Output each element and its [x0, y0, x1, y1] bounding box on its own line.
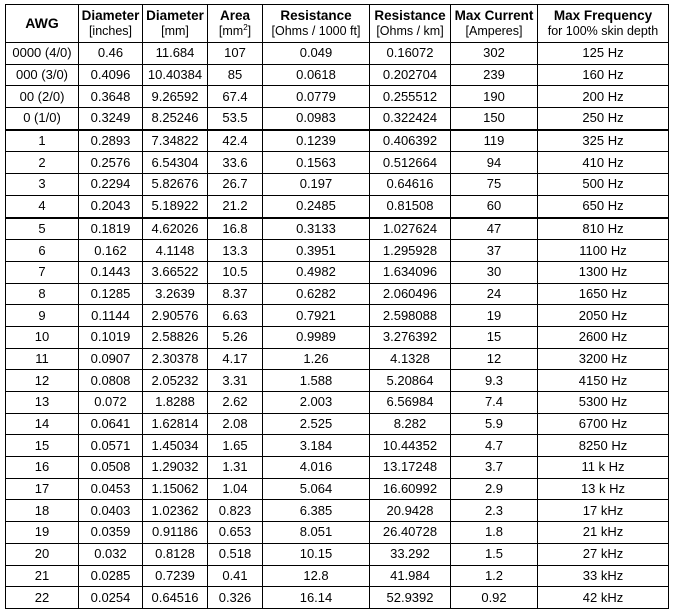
table-row [6, 305, 669, 327]
header-unit-post: ] [247, 24, 252, 38]
cell-diameter-mm: 5.82676 [143, 174, 208, 196]
cell-resistance-km: 3.276392 [370, 326, 451, 348]
cell-resistance-ft: 0.6282 [263, 283, 370, 305]
cell-max-frequency: 5300 Hz [538, 392, 669, 414]
cell-diameter-inches: 0.2294 [79, 174, 143, 196]
table-row [6, 108, 669, 130]
cell-awg: 13 [6, 392, 79, 414]
cell-diameter-mm: 0.91186 [143, 522, 208, 544]
table-row [6, 587, 669, 609]
cell-awg: 7 [6, 261, 79, 283]
cell-max-frequency: 410 Hz [538, 152, 669, 174]
header-diameter-mm [143, 5, 208, 43]
cell-resistance-km: 0.64616 [370, 174, 451, 196]
header-title: Max Current [454, 8, 534, 23]
cell-resistance-km: 4.1328 [370, 348, 451, 370]
cell-awg: 16 [6, 457, 79, 479]
cell-diameter-mm: 0.64516 [143, 587, 208, 609]
cell-diameter-inches: 0.1144 [79, 305, 143, 327]
table-row [6, 218, 669, 240]
cell-awg: 000 (3/0) [6, 64, 79, 86]
table-row [6, 152, 669, 174]
cell-resistance-km: 1.295928 [370, 240, 451, 262]
cell-awg: 20 [6, 543, 79, 565]
header-resistance-ft [263, 5, 370, 43]
cell-resistance-km: 1.634096 [370, 261, 451, 283]
cell-diameter-inches: 0.4096 [79, 64, 143, 86]
cell-diameter-mm: 3.66522 [143, 261, 208, 283]
cell-max-current: 150 [451, 108, 538, 130]
cell-resistance-km: 0.81508 [370, 195, 451, 217]
cell-max-frequency: 200 Hz [538, 86, 669, 108]
header-title: Diameter [146, 8, 204, 23]
cell-awg: 12 [6, 370, 79, 392]
table-body [6, 43, 669, 609]
cell-resistance-km: 41.984 [370, 565, 451, 587]
header-max-current [451, 5, 538, 43]
cell-diameter-mm: 1.15062 [143, 478, 208, 500]
cell-area: 1.65 [208, 435, 263, 457]
cell-diameter-mm: 4.1148 [143, 240, 208, 262]
cell-diameter-mm: 2.30378 [143, 348, 208, 370]
cell-diameter-inches: 0.072 [79, 392, 143, 414]
header-unit-pre: [mm [218, 24, 244, 38]
cell-resistance-km: 0.322424 [370, 108, 451, 130]
cell-area: 0.653 [208, 522, 263, 544]
cell-max-current: 9.3 [451, 370, 538, 392]
cell-max-current: 1.8 [451, 522, 538, 544]
cell-area: 16.8 [208, 218, 263, 240]
cell-awg: 8 [6, 283, 79, 305]
header-resistance-km [370, 5, 451, 43]
cell-resistance-km: 33.292 [370, 543, 451, 565]
table-row [6, 283, 669, 305]
cell-max-current: 1.2 [451, 565, 538, 587]
cell-resistance-km: 20.9428 [370, 500, 451, 522]
cell-awg: 0000 (4/0) [6, 43, 79, 65]
cell-diameter-inches: 0.1819 [79, 218, 143, 240]
header-title: Max Frequency [553, 8, 653, 23]
table-row [6, 195, 669, 217]
table-row [6, 86, 669, 108]
cell-diameter-inches: 0.0571 [79, 435, 143, 457]
cell-diameter-inches: 0.0508 [79, 457, 143, 479]
cell-resistance-ft: 4.016 [263, 457, 370, 479]
cell-resistance-km: 0.202704 [370, 64, 451, 86]
header-awg-title: AWG [25, 14, 59, 31]
table-row [6, 392, 669, 414]
cell-max-current: 4.7 [451, 435, 538, 457]
header-area [208, 5, 263, 43]
cell-max-current: 190 [451, 86, 538, 108]
cell-area: 53.5 [208, 108, 263, 130]
cell-awg: 18 [6, 500, 79, 522]
cell-max-frequency: 13 k Hz [538, 478, 669, 500]
cell-diameter-inches: 0.0254 [79, 587, 143, 609]
cell-max-current: 75 [451, 174, 538, 196]
cell-awg: 22 [6, 587, 79, 609]
cell-resistance-km: 2.060496 [370, 283, 451, 305]
cell-resistance-km: 26.40728 [370, 522, 451, 544]
cell-resistance-ft: 0.0983 [263, 108, 370, 130]
cell-diameter-mm: 1.29032 [143, 457, 208, 479]
cell-diameter-mm: 2.90576 [143, 305, 208, 327]
cell-resistance-km: 0.406392 [370, 130, 451, 152]
cell-diameter-inches: 0.1285 [79, 283, 143, 305]
cell-max-current: 37 [451, 240, 538, 262]
cell-resistance-km: 10.44352 [370, 435, 451, 457]
cell-max-frequency: 2050 Hz [538, 305, 669, 327]
cell-area: 3.31 [208, 370, 263, 392]
cell-diameter-mm: 6.54304 [143, 152, 208, 174]
cell-area: 0.518 [208, 543, 263, 565]
header-unit [208, 24, 262, 39]
cell-max-current: 12 [451, 348, 538, 370]
cell-diameter-mm: 8.25246 [143, 108, 208, 130]
cell-resistance-ft: 0.9989 [263, 326, 370, 348]
cell-resistance-ft: 1.26 [263, 348, 370, 370]
table-row [6, 130, 669, 152]
cell-resistance-ft: 0.4982 [263, 261, 370, 283]
header-unit: [mm] [161, 24, 189, 38]
cell-diameter-mm: 1.62814 [143, 413, 208, 435]
cell-max-frequency: 125 Hz [538, 43, 669, 65]
header-unit: [Amperes] [465, 24, 523, 38]
cell-resistance-km: 1.027624 [370, 218, 451, 240]
cell-max-frequency: 250 Hz [538, 108, 669, 130]
cell-awg: 15 [6, 435, 79, 457]
cell-awg: 14 [6, 413, 79, 435]
header-diameter-inches [79, 5, 143, 43]
cell-max-frequency: 325 Hz [538, 130, 669, 152]
cell-area: 8.37 [208, 283, 263, 305]
cell-resistance-ft: 10.15 [263, 543, 370, 565]
cell-resistance-ft: 0.3133 [263, 218, 370, 240]
cell-max-current: 60 [451, 195, 538, 217]
cell-diameter-inches: 0.162 [79, 240, 143, 262]
cell-max-frequency: 42 kHz [538, 587, 669, 609]
cell-diameter-inches: 0.46 [79, 43, 143, 65]
cell-resistance-km: 5.20864 [370, 370, 451, 392]
cell-diameter-mm: 2.58826 [143, 326, 208, 348]
cell-max-frequency: 27 kHz [538, 543, 669, 565]
cell-area: 0.326 [208, 587, 263, 609]
table-row [6, 261, 669, 283]
cell-max-frequency: 810 Hz [538, 218, 669, 240]
cell-max-frequency: 4150 Hz [538, 370, 669, 392]
table-row [6, 43, 669, 65]
table-row [6, 240, 669, 262]
cell-max-frequency: 17 kHz [538, 500, 669, 522]
cell-max-current: 30 [451, 261, 538, 283]
cell-area: 1.31 [208, 457, 263, 479]
cell-area: 33.6 [208, 152, 263, 174]
cell-diameter-inches: 0.0403 [79, 500, 143, 522]
cell-diameter-mm: 1.45034 [143, 435, 208, 457]
cell-max-frequency: 500 Hz [538, 174, 669, 196]
cell-resistance-ft: 16.14 [263, 587, 370, 609]
cell-diameter-mm: 0.7239 [143, 565, 208, 587]
cell-resistance-km: 0.255512 [370, 86, 451, 108]
cell-resistance-km: 16.60992 [370, 478, 451, 500]
cell-area: 0.41 [208, 565, 263, 587]
cell-max-frequency: 160 Hz [538, 64, 669, 86]
cell-resistance-ft: 8.051 [263, 522, 370, 544]
cell-max-current: 2.9 [451, 478, 538, 500]
header-title: Diameter [81, 8, 140, 23]
cell-resistance-km: 2.598088 [370, 305, 451, 327]
cell-awg: 6 [6, 240, 79, 262]
cell-max-frequency: 2600 Hz [538, 326, 669, 348]
cell-resistance-ft: 5.064 [263, 478, 370, 500]
cell-resistance-km: 0.512664 [370, 152, 451, 174]
cell-resistance-ft: 0.7921 [263, 305, 370, 327]
header-title: Resistance [374, 8, 446, 23]
cell-area: 4.17 [208, 348, 263, 370]
cell-diameter-inches: 0.2893 [79, 130, 143, 152]
cell-max-current: 1.5 [451, 543, 538, 565]
header-row [6, 5, 669, 43]
table-row [6, 435, 669, 457]
header-unit-superscript: 2 [243, 22, 248, 32]
cell-max-current: 24 [451, 283, 538, 305]
cell-area: 6.63 [208, 305, 263, 327]
awg-wire-table [5, 4, 669, 609]
cell-resistance-ft: 1.588 [263, 370, 370, 392]
cell-awg: 00 (2/0) [6, 86, 79, 108]
cell-max-current: 94 [451, 152, 538, 174]
cell-resistance-ft: 0.0779 [263, 86, 370, 108]
cell-resistance-ft: 0.2485 [263, 195, 370, 217]
header-max-frequency [538, 5, 669, 43]
cell-diameter-inches: 0.1443 [79, 261, 143, 283]
cell-area: 10.5 [208, 261, 263, 283]
table-row [6, 348, 669, 370]
table-row [6, 174, 669, 196]
cell-max-frequency: 1300 Hz [538, 261, 669, 283]
cell-area: 42.4 [208, 130, 263, 152]
cell-diameter-inches: 0.2576 [79, 152, 143, 174]
cell-awg: 19 [6, 522, 79, 544]
cell-resistance-ft: 0.049 [263, 43, 370, 65]
cell-max-current: 302 [451, 43, 538, 65]
cell-diameter-inches: 0.0453 [79, 478, 143, 500]
cell-area: 107 [208, 43, 263, 65]
cell-diameter-inches: 0.032 [79, 543, 143, 565]
cell-diameter-inches: 0.3249 [79, 108, 143, 130]
cell-max-current: 5.9 [451, 413, 538, 435]
cell-max-current: 7.4 [451, 392, 538, 414]
cell-diameter-mm: 7.34822 [143, 130, 208, 152]
cell-max-current: 3.7 [451, 457, 538, 479]
cell-diameter-inches: 0.3648 [79, 86, 143, 108]
cell-area: 13.3 [208, 240, 263, 262]
cell-area: 67.4 [208, 86, 263, 108]
cell-max-frequency: 3200 Hz [538, 348, 669, 370]
cell-max-frequency: 8250 Hz [538, 435, 669, 457]
cell-max-current: 15 [451, 326, 538, 348]
cell-diameter-inches: 0.0641 [79, 413, 143, 435]
cell-diameter-mm: 9.26592 [143, 86, 208, 108]
cell-awg: 3 [6, 174, 79, 196]
cell-resistance-km: 13.17248 [370, 457, 451, 479]
cell-diameter-mm: 1.8288 [143, 392, 208, 414]
cell-resistance-ft: 6.385 [263, 500, 370, 522]
cell-resistance-ft: 2.525 [263, 413, 370, 435]
cell-diameter-inches: 0.0907 [79, 348, 143, 370]
cell-resistance-km: 0.16072 [370, 43, 451, 65]
table-row [6, 478, 669, 500]
cell-max-current: 119 [451, 130, 538, 152]
cell-awg: 9 [6, 305, 79, 327]
cell-diameter-mm: 3.2639 [143, 283, 208, 305]
cell-diameter-mm: 5.18922 [143, 195, 208, 217]
header-unit: [inches] [88, 24, 133, 38]
cell-resistance-ft: 0.1563 [263, 152, 370, 174]
cell-diameter-inches: 0.0359 [79, 522, 143, 544]
cell-area: 85 [208, 64, 263, 86]
cell-diameter-inches: 0.2043 [79, 195, 143, 217]
cell-area: 21.2 [208, 195, 263, 217]
cell-resistance-km: 6.56984 [370, 392, 451, 414]
cell-diameter-inches: 0.0808 [79, 370, 143, 392]
cell-max-current: 239 [451, 64, 538, 86]
cell-diameter-mm: 10.40384 [143, 64, 208, 86]
cell-max-frequency: 11 k Hz [538, 457, 669, 479]
table-row [6, 326, 669, 348]
cell-diameter-mm: 2.05232 [143, 370, 208, 392]
cell-awg: 21 [6, 565, 79, 587]
header-title: Area [219, 8, 251, 23]
cell-area: 26.7 [208, 174, 263, 196]
cell-area: 1.04 [208, 478, 263, 500]
cell-awg: 5 [6, 218, 79, 240]
cell-max-frequency: 1100 Hz [538, 240, 669, 262]
cell-resistance-ft: 0.0618 [263, 64, 370, 86]
cell-awg: 4 [6, 195, 79, 217]
table-row [6, 457, 669, 479]
cell-max-current: 47 [451, 218, 538, 240]
cell-resistance-ft: 0.197 [263, 174, 370, 196]
table-row [6, 522, 669, 544]
cell-area: 0.823 [208, 500, 263, 522]
cell-max-frequency: 21 kHz [538, 522, 669, 544]
header-awg [6, 5, 79, 43]
cell-awg: 2 [6, 152, 79, 174]
cell-area: 2.08 [208, 413, 263, 435]
cell-max-frequency: 6700 Hz [538, 413, 669, 435]
cell-max-frequency: 650 Hz [538, 195, 669, 217]
cell-max-frequency: 33 kHz [538, 565, 669, 587]
cell-resistance-ft: 0.1239 [263, 130, 370, 152]
cell-max-current: 0.92 [451, 587, 538, 609]
header-unit: [Ohms / 1000 ft] [271, 24, 361, 38]
cell-awg: 0 (1/0) [6, 108, 79, 130]
header-title: Resistance [280, 8, 352, 23]
table-row [6, 500, 669, 522]
table-row [6, 543, 669, 565]
cell-resistance-ft: 2.003 [263, 392, 370, 414]
cell-diameter-inches: 0.1019 [79, 326, 143, 348]
cell-diameter-mm: 0.8128 [143, 543, 208, 565]
cell-diameter-mm: 11.684 [143, 43, 208, 65]
cell-max-frequency: 1650 Hz [538, 283, 669, 305]
cell-resistance-ft: 0.3951 [263, 240, 370, 262]
header-unit: [Ohms / km] [376, 24, 444, 38]
cell-diameter-mm: 1.02362 [143, 500, 208, 522]
cell-diameter-mm: 4.62026 [143, 218, 208, 240]
table-row [6, 413, 669, 435]
cell-area: 2.62 [208, 392, 263, 414]
cell-awg: 1 [6, 130, 79, 152]
cell-resistance-ft: 12.8 [263, 565, 370, 587]
table-row [6, 64, 669, 86]
cell-area: 5.26 [208, 326, 263, 348]
header-unit: for 100% skin depth [547, 24, 659, 38]
cell-resistance-ft: 3.184 [263, 435, 370, 457]
cell-resistance-km: 8.282 [370, 413, 451, 435]
cell-awg: 10 [6, 326, 79, 348]
cell-resistance-km: 52.9392 [370, 587, 451, 609]
cell-max-current: 19 [451, 305, 538, 327]
table-row [6, 370, 669, 392]
cell-max-current: 2.3 [451, 500, 538, 522]
table-row [6, 565, 669, 587]
cell-diameter-inches: 0.0285 [79, 565, 143, 587]
cell-awg: 17 [6, 478, 79, 500]
cell-awg: 11 [6, 348, 79, 370]
